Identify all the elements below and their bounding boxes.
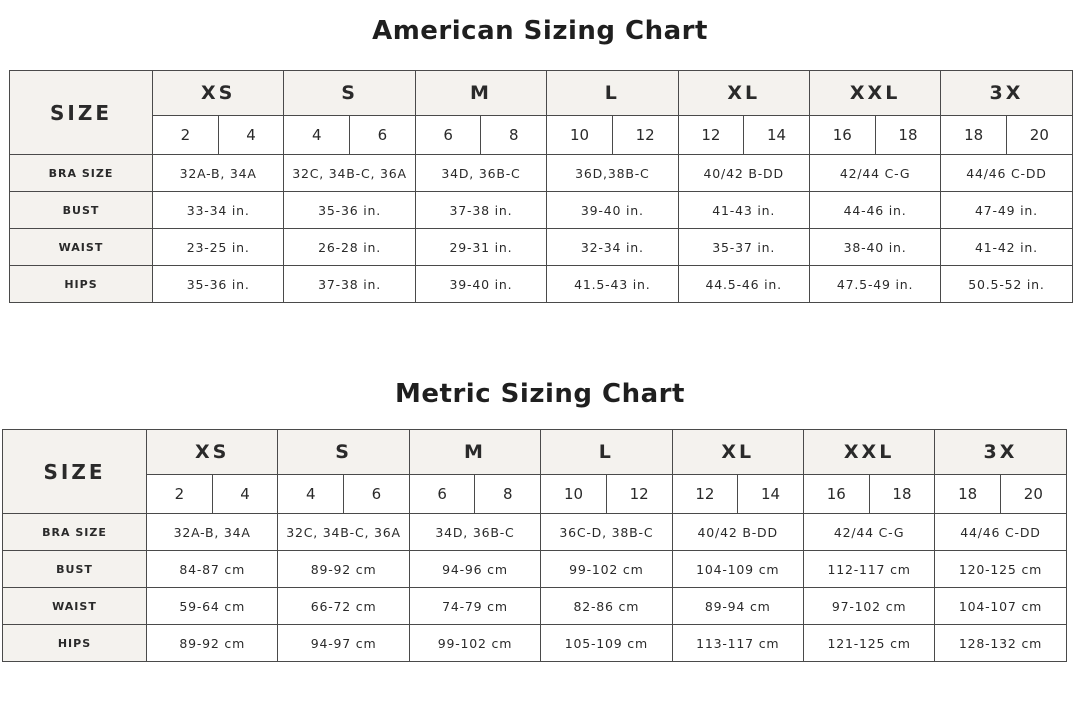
measurement-cell: 97-102 cm bbox=[803, 588, 934, 625]
row-label: BRA SIZE bbox=[10, 155, 153, 192]
numeric-size-header-row bbox=[10, 116, 1073, 155]
american-chart-title: American Sizing Chart bbox=[372, 16, 708, 46]
table-row bbox=[3, 514, 1067, 551]
measurement-cell: 44/46 C-DD bbox=[935, 514, 1066, 551]
table-row bbox=[10, 155, 1073, 192]
measurement-cell: 82-86 cm bbox=[541, 588, 672, 625]
american-sizing-table bbox=[9, 70, 1073, 303]
numeric-size: 10 bbox=[541, 475, 607, 514]
numeric-size: 14 bbox=[744, 116, 810, 155]
numeric-size: 8 bbox=[481, 116, 547, 155]
numeric-size: 20 bbox=[1006, 116, 1072, 155]
numeric-size: 12 bbox=[672, 475, 738, 514]
measurement-cell: 29-31 in. bbox=[415, 229, 546, 266]
measurement-cell: 42/44 C-G bbox=[809, 155, 940, 192]
measurement-cell: 104-109 cm bbox=[672, 551, 803, 588]
measurement-cell: 66-72 cm bbox=[278, 588, 409, 625]
measurement-cell: 89-94 cm bbox=[672, 588, 803, 625]
measurement-cell: 37-38 in. bbox=[415, 192, 546, 229]
measurement-cell: 34D, 36B-C bbox=[409, 514, 540, 551]
row-label: WAIST bbox=[3, 588, 147, 625]
size-group-header: XXL bbox=[809, 71, 940, 116]
numeric-size-header-row bbox=[3, 475, 1067, 514]
measurement-cell: 44.5-46 in. bbox=[678, 266, 809, 303]
numeric-size: 18 bbox=[869, 475, 935, 514]
measurement-cell: 89-92 cm bbox=[278, 551, 409, 588]
numeric-size: 8 bbox=[475, 475, 541, 514]
numeric-size: 4 bbox=[278, 475, 344, 514]
measurement-cell: 42/44 C-G bbox=[803, 514, 934, 551]
numeric-size: 12 bbox=[612, 116, 678, 155]
measurement-cell: 94-96 cm bbox=[409, 551, 540, 588]
measurement-cell: 36C-D, 38B-C bbox=[541, 514, 672, 551]
numeric-size: 2 bbox=[153, 116, 219, 155]
size-group-header: L bbox=[541, 430, 672, 475]
measurement-cell: 44/46 C-DD bbox=[941, 155, 1072, 192]
measurement-cell: 44-46 in. bbox=[809, 192, 940, 229]
measurement-cell: 113-117 cm bbox=[672, 625, 803, 662]
measurement-cell: 41-43 in. bbox=[678, 192, 809, 229]
measurement-cell: 32C, 34B-C, 36A bbox=[284, 155, 415, 192]
measurement-cell: 112-117 cm bbox=[803, 551, 934, 588]
measurement-cell: 41.5-43 in. bbox=[547, 266, 678, 303]
table-row bbox=[10, 229, 1073, 266]
numeric-size: 16 bbox=[803, 475, 869, 514]
measurement-cell: 23-25 in. bbox=[153, 229, 284, 266]
numeric-size: 14 bbox=[738, 475, 804, 514]
measurement-cell: 120-125 cm bbox=[935, 551, 1066, 588]
measurement-cell: 32-34 in. bbox=[547, 229, 678, 266]
table-row bbox=[10, 192, 1073, 229]
table-row bbox=[3, 551, 1067, 588]
measurement-cell: 59-64 cm bbox=[147, 588, 278, 625]
measurement-cell: 84-87 cm bbox=[147, 551, 278, 588]
measurement-cell: 40/42 B-DD bbox=[672, 514, 803, 551]
row-label: BRA SIZE bbox=[3, 514, 147, 551]
measurement-cell: 34D, 36B-C bbox=[415, 155, 546, 192]
numeric-size: 4 bbox=[212, 475, 278, 514]
size-group-header-row bbox=[3, 430, 1067, 475]
numeric-size: 6 bbox=[350, 116, 416, 155]
measurement-cell: 94-97 cm bbox=[278, 625, 409, 662]
measurement-cell: 39-40 in. bbox=[547, 192, 678, 229]
measurement-cell: 50.5-52 in. bbox=[941, 266, 1072, 303]
measurement-cell: 47-49 in. bbox=[941, 192, 1072, 229]
numeric-size: 18 bbox=[935, 475, 1001, 514]
size-group-header: XS bbox=[153, 71, 284, 116]
measurement-cell: 104-107 cm bbox=[935, 588, 1066, 625]
table-row bbox=[10, 266, 1073, 303]
measurement-cell: 105-109 cm bbox=[541, 625, 672, 662]
measurement-cell: 99-102 cm bbox=[409, 625, 540, 662]
numeric-size: 12 bbox=[678, 116, 744, 155]
measurement-cell: 74-79 cm bbox=[409, 588, 540, 625]
measurement-cell: 35-37 in. bbox=[678, 229, 809, 266]
row-label: WAIST bbox=[10, 229, 153, 266]
measurement-cell: 32C, 34B-C, 36A bbox=[278, 514, 409, 551]
numeric-size: 18 bbox=[941, 116, 1007, 155]
size-group-header: M bbox=[409, 430, 540, 475]
size-group-header: S bbox=[278, 430, 409, 475]
row-label: HIPS bbox=[10, 266, 153, 303]
size-label: SIZE bbox=[10, 71, 153, 155]
measurement-cell: 32A-B, 34A bbox=[147, 514, 278, 551]
row-label: HIPS bbox=[3, 625, 147, 662]
table-row bbox=[3, 625, 1067, 662]
size-group-header: S bbox=[284, 71, 415, 116]
numeric-size: 12 bbox=[606, 475, 672, 514]
measurement-cell: 89-92 cm bbox=[147, 625, 278, 662]
measurement-cell: 128-132 cm bbox=[935, 625, 1066, 662]
measurement-cell: 47.5-49 in. bbox=[809, 266, 940, 303]
measurement-cell: 41-42 in. bbox=[941, 229, 1072, 266]
row-label: BUST bbox=[3, 551, 147, 588]
measurement-cell: 33-34 in. bbox=[153, 192, 284, 229]
measurement-cell: 99-102 cm bbox=[541, 551, 672, 588]
size-group-header: 3X bbox=[941, 71, 1072, 116]
size-group-header: L bbox=[547, 71, 678, 116]
measurement-cell: 39-40 in. bbox=[415, 266, 546, 303]
measurement-cell: 37-38 in. bbox=[284, 266, 415, 303]
metric-chart-title: Metric Sizing Chart bbox=[395, 379, 685, 409]
size-group-header: XXL bbox=[803, 430, 934, 475]
row-label: BUST bbox=[10, 192, 153, 229]
numeric-size: 4 bbox=[218, 116, 284, 155]
size-group-header: XL bbox=[672, 430, 803, 475]
size-group-header: M bbox=[415, 71, 546, 116]
size-label: SIZE bbox=[3, 430, 147, 514]
metric-sizing-table bbox=[2, 429, 1067, 662]
numeric-size: 10 bbox=[547, 116, 613, 155]
numeric-size: 2 bbox=[147, 475, 213, 514]
numeric-size: 4 bbox=[284, 116, 350, 155]
size-group-header: 3X bbox=[935, 430, 1066, 475]
numeric-size: 6 bbox=[409, 475, 475, 514]
measurement-cell: 32A-B, 34A bbox=[153, 155, 284, 192]
size-group-header-row bbox=[10, 71, 1073, 116]
numeric-size: 6 bbox=[415, 116, 481, 155]
measurement-cell: 26-28 in. bbox=[284, 229, 415, 266]
measurement-cell: 38-40 in. bbox=[809, 229, 940, 266]
table-row bbox=[3, 588, 1067, 625]
measurement-cell: 121-125 cm bbox=[803, 625, 934, 662]
numeric-size: 6 bbox=[344, 475, 410, 514]
measurement-cell: 35-36 in. bbox=[153, 266, 284, 303]
size-group-header: XS bbox=[147, 430, 278, 475]
numeric-size: 20 bbox=[1000, 475, 1066, 514]
measurement-cell: 35-36 in. bbox=[284, 192, 415, 229]
measurement-cell: 36D,38B-C bbox=[547, 155, 678, 192]
numeric-size: 18 bbox=[875, 116, 941, 155]
size-group-header: XL bbox=[678, 71, 809, 116]
numeric-size: 16 bbox=[809, 116, 875, 155]
measurement-cell: 40/42 B-DD bbox=[678, 155, 809, 192]
